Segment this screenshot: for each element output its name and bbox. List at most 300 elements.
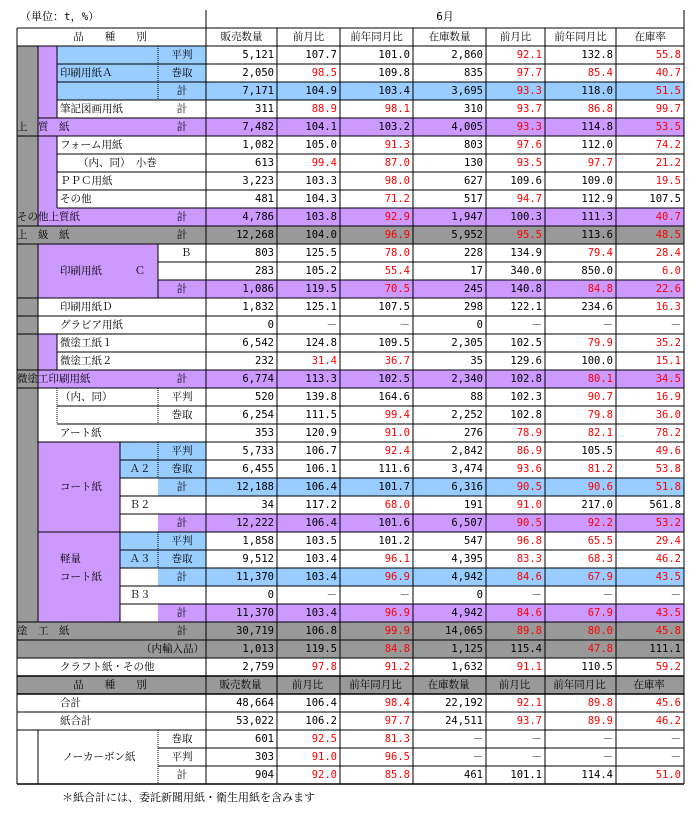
data-cell: 114.8 <box>581 121 613 133</box>
row-label: （内、同） <box>60 391 113 403</box>
data-cell: 2,050 <box>242 67 274 79</box>
data-cell: 4,942 <box>451 607 483 619</box>
row-label: 巻取 <box>171 733 193 745</box>
data-cell: 481 <box>255 193 274 205</box>
data-cell: 68.3 <box>587 553 613 565</box>
data-cell: 93.7 <box>516 103 542 115</box>
header-cell: 在庫数量 <box>427 679 470 691</box>
data-cell: 2,252 <box>451 409 483 421</box>
header-label: 品 種 別 <box>73 31 147 43</box>
data-cell: 94.7 <box>516 193 542 205</box>
data-cell: 517 <box>464 193 483 205</box>
data-cell: 11,370 <box>236 571 274 583</box>
data-cell: 0 <box>267 319 274 331</box>
row-label: （内、同） 小巻 <box>78 157 157 169</box>
data-cell: 311 <box>255 103 274 115</box>
data-cell: 85.8 <box>384 769 410 781</box>
data-cell: 1,858 <box>242 535 274 547</box>
data-cell: 86.9 <box>516 445 542 457</box>
data-cell: 46.2 <box>655 715 681 727</box>
data-cell: 16.3 <box>655 301 681 313</box>
row-label: 品 種 別 <box>73 679 147 691</box>
data-cell: 104.3 <box>305 193 337 205</box>
header-2: 前月比 <box>292 31 325 43</box>
row-label: 微塗工印刷用紙 <box>17 373 91 385</box>
row-label: Ｂ２ <box>129 499 151 511</box>
data-cell: 93.3 <box>516 121 542 133</box>
data-cell: 105.0 <box>305 139 337 151</box>
data-cell: 6,455 <box>242 463 274 475</box>
data-cell: 79.8 <box>587 409 613 421</box>
data-cell: 5,733 <box>242 445 274 457</box>
data-cell: 74.2 <box>655 139 681 151</box>
data-cell: 97.7 <box>516 67 542 79</box>
row-label: 計 <box>176 283 188 295</box>
row-label: Ｂ３ <box>129 589 151 601</box>
data-cell: 803 <box>255 247 274 259</box>
data-cell: 217.0 <box>581 499 613 511</box>
data-cell: 191 <box>464 499 483 511</box>
data-cell: 92.1 <box>516 49 542 61</box>
data-cell: 9,512 <box>242 553 274 565</box>
row-label: Ａ３ <box>129 553 151 565</box>
row-label: コート紙 <box>60 481 102 493</box>
row-label: Ａ２ <box>129 463 151 475</box>
data-cell: 102.8 <box>510 409 542 421</box>
data-cell: 1,947 <box>451 211 483 223</box>
header-1: 販売数量 <box>220 31 263 43</box>
data-cell: 84.6 <box>516 607 542 619</box>
data-cell: 803 <box>464 139 483 151</box>
data-cell: 43.5 <box>655 607 681 619</box>
sidebar-toko <box>17 244 38 622</box>
data-cell: － <box>531 319 542 331</box>
data-cell: 114.4 <box>581 769 613 781</box>
data-cell: 89.8 <box>516 625 542 637</box>
data-cell: 601 <box>255 733 274 745</box>
data-cell: 21.2 <box>655 157 681 169</box>
data-cell: － <box>472 733 483 745</box>
data-cell: 96.9 <box>384 607 410 619</box>
data-cell: 119.5 <box>305 643 337 655</box>
data-cell: 106.1 <box>305 463 337 475</box>
data-cell: 97.6 <box>516 139 542 151</box>
data-cell: 4,395 <box>451 553 483 565</box>
data-cell: 129.6 <box>510 355 542 367</box>
data-cell: 35.2 <box>655 337 681 349</box>
data-cell: 547 <box>464 535 483 547</box>
data-cell: 3,474 <box>451 463 483 475</box>
data-cell: 51.0 <box>655 769 681 781</box>
row-label: 微塗工紙２ <box>60 355 113 367</box>
data-cell: 1,082 <box>242 139 274 151</box>
data-cell: 19.5 <box>655 175 681 187</box>
data-cell: － <box>531 751 542 763</box>
row-label: 巻取 <box>171 409 193 421</box>
row-label: Ｃ <box>134 265 146 277</box>
data-cell: 91.0 <box>516 499 542 511</box>
data-cell: 134.9 <box>510 247 542 259</box>
data-cell: 98.4 <box>384 697 410 709</box>
data-cell: － <box>531 733 542 745</box>
row-label: （内輸入品） <box>141 643 204 655</box>
data-cell: 12,188 <box>236 481 274 493</box>
data-cell: 68.0 <box>384 499 410 511</box>
data-cell: 139.8 <box>305 391 337 403</box>
data-cell: － <box>670 589 681 601</box>
data-cell: 112.9 <box>581 193 613 205</box>
data-cell: 234.6 <box>581 301 613 313</box>
row-label: 合計 <box>60 697 81 709</box>
data-cell: － <box>602 589 613 601</box>
data-cell: 97.7 <box>587 157 613 169</box>
data-cell: 113.6 <box>581 229 613 241</box>
data-cell: 91.2 <box>384 661 410 673</box>
data-cell: 124.8 <box>305 337 337 349</box>
data-cell: 100.0 <box>581 355 613 367</box>
data-cell: 90.6 <box>587 481 613 493</box>
data-cell: － <box>531 589 542 601</box>
data-cell: 103.5 <box>305 535 337 547</box>
data-cell: 283 <box>255 265 274 277</box>
data-cell: 84.8 <box>587 283 613 295</box>
data-cell: 43.5 <box>655 571 681 583</box>
data-cell: 93.3 <box>516 85 542 97</box>
data-cell: 0 <box>267 589 274 601</box>
data-cell: 4,005 <box>451 121 483 133</box>
data-cell: 130 <box>464 157 483 169</box>
data-cell: 53,022 <box>236 715 274 727</box>
data-cell: 1,086 <box>242 283 274 295</box>
header-cell: 前月比 <box>291 679 324 691</box>
data-cell: 353 <box>255 427 274 439</box>
data-cell: 103.8 <box>305 211 337 223</box>
data-cell: 83.3 <box>516 553 542 565</box>
data-cell: 164.6 <box>378 391 410 403</box>
data-cell: 31.4 <box>311 355 337 367</box>
data-cell: 49.6 <box>655 445 681 457</box>
data-cell: 561.8 <box>649 499 681 511</box>
row-label: 巻取 <box>171 463 193 475</box>
row-label: 計 <box>176 103 188 115</box>
header-7: 在庫率 <box>634 31 666 43</box>
data-cell: 79.9 <box>587 337 613 349</box>
data-cell: 104.0 <box>305 229 337 241</box>
data-cell: 51.5 <box>655 85 681 97</box>
data-cell: 103.4 <box>305 571 337 583</box>
data-cell: 109.8 <box>378 67 410 79</box>
data-cell: 103.4 <box>378 85 410 97</box>
row-label: 計 <box>176 121 188 133</box>
data-cell: 106.7 <box>305 445 337 457</box>
data-cell: 2,842 <box>451 445 483 457</box>
data-cell: 105.5 <box>581 445 613 457</box>
data-cell: 103.4 <box>305 553 337 565</box>
data-cell: 90.5 <box>516 517 542 529</box>
row-label: その他上質紙 <box>17 211 80 223</box>
data-cell: 6,507 <box>451 517 483 529</box>
data-cell: 6,316 <box>451 481 483 493</box>
data-cell: 613 <box>255 157 274 169</box>
data-cell: 5,952 <box>451 229 483 241</box>
data-cell: 520 <box>255 391 274 403</box>
data-cell: 103.4 <box>305 607 337 619</box>
data-cell: 111.1 <box>649 643 681 655</box>
data-cell: 92.0 <box>311 769 337 781</box>
row-label: 計 <box>176 481 188 493</box>
data-cell: 85.4 <box>587 67 613 79</box>
data-cell: 303 <box>255 751 274 763</box>
row-label: 筆記図画用紙 <box>60 103 123 115</box>
data-cell: － <box>602 751 613 763</box>
data-cell: 90.5 <box>516 481 542 493</box>
data-cell: 107.7 <box>305 49 337 61</box>
data-cell: 98.1 <box>384 103 410 115</box>
row-label: 軽量 <box>60 553 81 565</box>
data-cell: 79.4 <box>587 247 613 259</box>
row-label: グラビア用紙 <box>60 319 123 331</box>
row-label: 計 <box>176 373 188 385</box>
data-cell: 34 <box>261 499 274 511</box>
data-cell: 16.9 <box>655 391 681 403</box>
month-header: 6月 <box>436 10 454 23</box>
data-cell: － <box>472 751 483 763</box>
data-cell: 78.0 <box>384 247 410 259</box>
data-cell: 106.2 <box>305 715 337 727</box>
data-cell: － <box>670 751 681 763</box>
data-cell: 81.2 <box>587 463 613 475</box>
data-cell: 53.2 <box>655 517 681 529</box>
data-cell: 904 <box>255 769 274 781</box>
row-label: 紙合計 <box>60 715 92 727</box>
data-cell: 97.7 <box>384 715 410 727</box>
row-label: 平判 <box>171 391 193 403</box>
header-cell: 前年同月比 <box>553 679 606 691</box>
data-cell: 835 <box>464 67 483 79</box>
data-cell: 35 <box>470 355 483 367</box>
data-cell: 6,254 <box>242 409 274 421</box>
data-cell: 113.3 <box>305 373 337 385</box>
data-cell: 96.1 <box>384 553 410 565</box>
data-cell: 96.9 <box>384 229 410 241</box>
data-cell: 89.9 <box>587 715 613 727</box>
data-cell: 102.5 <box>378 373 410 385</box>
data-cell: 105.2 <box>305 265 337 277</box>
data-cell: 45.8 <box>655 625 681 637</box>
data-cell: 99.9 <box>384 625 410 637</box>
row-label: 上 級 紙 <box>17 229 70 241</box>
header-cell: 在庫率 <box>633 679 665 691</box>
data-cell: 1,632 <box>451 661 483 673</box>
data-cell: 11,370 <box>236 607 274 619</box>
data-cell: 228 <box>464 247 483 259</box>
header-5: 前月比 <box>499 31 532 43</box>
row-label: 微塗工紙１ <box>60 337 113 349</box>
sidebar-sonota <box>38 136 57 208</box>
data-cell: 99.4 <box>311 157 337 169</box>
data-cell: 40.7 <box>655 211 681 223</box>
data-cell: 14,065 <box>445 625 483 637</box>
row-label: コート紙 <box>60 571 102 583</box>
data-cell: 3,695 <box>451 85 483 97</box>
data-cell: 65.5 <box>587 535 613 547</box>
data-cell: 6.0 <box>662 265 681 277</box>
data-cell: 101.6 <box>378 517 410 529</box>
data-cell: 80.0 <box>587 625 613 637</box>
row-label: ＰＰＣ用紙 <box>60 175 113 187</box>
header-cell: 前年同月比 <box>349 679 402 691</box>
data-cell: － <box>670 319 681 331</box>
data-cell: 92.4 <box>384 445 410 457</box>
data-cell: 96.5 <box>384 751 410 763</box>
data-cell: 40.7 <box>655 67 681 79</box>
data-cell: 122.1 <box>510 301 542 313</box>
data-cell: 102.5 <box>510 337 542 349</box>
data-cell: 109.5 <box>378 337 410 349</box>
data-cell: 120.9 <box>305 427 337 439</box>
data-cell: 36.0 <box>655 409 681 421</box>
data-cell: 103.2 <box>378 121 410 133</box>
data-cell: 4,786 <box>242 211 274 223</box>
data-cell: 2,759 <box>242 661 274 673</box>
row-label: 計 <box>176 769 188 781</box>
data-cell: 101.2 <box>378 535 410 547</box>
row-label: 巻取 <box>171 553 193 565</box>
data-cell: 93.6 <box>516 463 542 475</box>
data-cell: 101.0 <box>378 49 410 61</box>
row-label: 計 <box>176 571 188 583</box>
data-cell: 5,121 <box>242 49 274 61</box>
row-label: 計 <box>176 517 188 529</box>
data-cell: 97.8 <box>311 661 337 673</box>
data-cell: 101.1 <box>510 769 542 781</box>
data-cell: 627 <box>464 175 483 187</box>
data-cell: 118.0 <box>581 85 613 97</box>
data-cell: 232 <box>255 355 274 367</box>
data-cell: 93.7 <box>516 715 542 727</box>
header-4: 在庫数量 <box>428 31 471 43</box>
data-cell: 1,013 <box>242 643 274 655</box>
data-cell: 132.8 <box>581 49 613 61</box>
data-cell: 106.8 <box>305 625 337 637</box>
data-cell: 59.2 <box>655 661 681 673</box>
data-cell: 1,832 <box>242 301 274 313</box>
row-label: 計 <box>176 607 188 619</box>
data-cell: 48,664 <box>236 697 274 709</box>
data-cell: 67.9 <box>587 607 613 619</box>
data-cell: 107.5 <box>649 193 681 205</box>
data-cell: 28.4 <box>655 247 681 259</box>
data-cell: 6,774 <box>242 373 274 385</box>
data-cell: 104.9 <box>305 85 337 97</box>
data-cell: 107.5 <box>378 301 410 313</box>
data-cell: 140.8 <box>510 283 542 295</box>
data-cell: 119.5 <box>305 283 337 295</box>
data-cell: 90.7 <box>587 391 613 403</box>
data-cell: － <box>399 319 410 331</box>
row-label: クラフト紙・その他 <box>60 661 155 673</box>
data-cell: 12,222 <box>236 517 274 529</box>
data-cell: 93.5 <box>516 157 542 169</box>
row-label: 印刷用紙Ａ <box>60 67 113 79</box>
data-cell: 92.9 <box>384 211 410 223</box>
footnote: ＊紙合計には、委託新聞用紙・衛生用紙を含みます <box>62 791 315 804</box>
data-cell: 51.8 <box>655 481 681 493</box>
data-cell: 276 <box>464 427 483 439</box>
data-cell: 103.3 <box>305 175 337 187</box>
row-label: 計 <box>176 85 188 97</box>
data-cell: 100.3 <box>510 211 542 223</box>
data-cell: 53.5 <box>655 121 681 133</box>
data-cell: 98.0 <box>384 175 410 187</box>
row-label: Ｂ <box>180 247 192 259</box>
row-label: 計 <box>176 229 188 241</box>
data-cell: 111.6 <box>378 463 410 475</box>
header-3: 前年同月比 <box>350 31 403 43</box>
row-label: 巻取 <box>171 67 193 79</box>
row-label: 印刷用紙 <box>60 265 102 277</box>
sidebar-bitoko <box>38 334 57 370</box>
row-label: 塗 工 紙 <box>17 625 70 637</box>
data-cell: － <box>399 589 410 601</box>
data-cell: 850.0 <box>581 265 613 277</box>
data-cell: 48.5 <box>655 229 681 241</box>
data-cell: 0 <box>476 319 483 331</box>
data-cell: 86.8 <box>587 103 613 115</box>
row-label: フォーム用紙 <box>60 139 123 151</box>
data-cell: 2,340 <box>451 373 483 385</box>
data-cell: 34.5 <box>655 373 681 385</box>
data-cell: 3,223 <box>242 175 274 187</box>
data-cell: 24,511 <box>445 715 483 727</box>
data-cell: 78.2 <box>655 427 681 439</box>
data-cell: 55.8 <box>655 49 681 61</box>
data-cell: 106.4 <box>305 481 337 493</box>
data-cell: 2,305 <box>451 337 483 349</box>
data-cell: 101.7 <box>378 481 410 493</box>
data-cell: 84.8 <box>384 643 410 655</box>
data-cell: 91.0 <box>384 427 410 439</box>
data-cell: 89.8 <box>587 697 613 709</box>
data-cell: 22,192 <box>445 697 483 709</box>
data-cell: 104.1 <box>305 121 337 133</box>
data-cell: 112.0 <box>581 139 613 151</box>
data-cell: 6,542 <box>242 337 274 349</box>
data-cell: － <box>602 733 613 745</box>
data-cell: 55.4 <box>384 265 410 277</box>
data-cell: 81.3 <box>384 733 410 745</box>
data-cell: 1,125 <box>451 643 483 655</box>
data-cell: 12,268 <box>236 229 274 241</box>
data-cell: 102.8 <box>510 373 542 385</box>
header-6: 前年同月比 <box>554 31 607 43</box>
data-cell: 7,482 <box>242 121 274 133</box>
data-cell: 22.6 <box>655 283 681 295</box>
data-cell: 78.9 <box>516 427 542 439</box>
data-cell: － <box>326 589 337 601</box>
data-cell: 91.1 <box>516 661 542 673</box>
data-cell: 245 <box>464 283 483 295</box>
data-cell: 88 <box>470 391 483 403</box>
data-cell: 102.3 <box>510 391 542 403</box>
data-cell: 17 <box>470 265 483 277</box>
data-cell: 30,719 <box>236 625 274 637</box>
data-cell: 99.4 <box>384 409 410 421</box>
row-label: 平判 <box>171 535 193 547</box>
data-cell: 110.5 <box>581 661 613 673</box>
data-cell: 99.7 <box>655 103 681 115</box>
data-cell: 115.4 <box>510 643 542 655</box>
